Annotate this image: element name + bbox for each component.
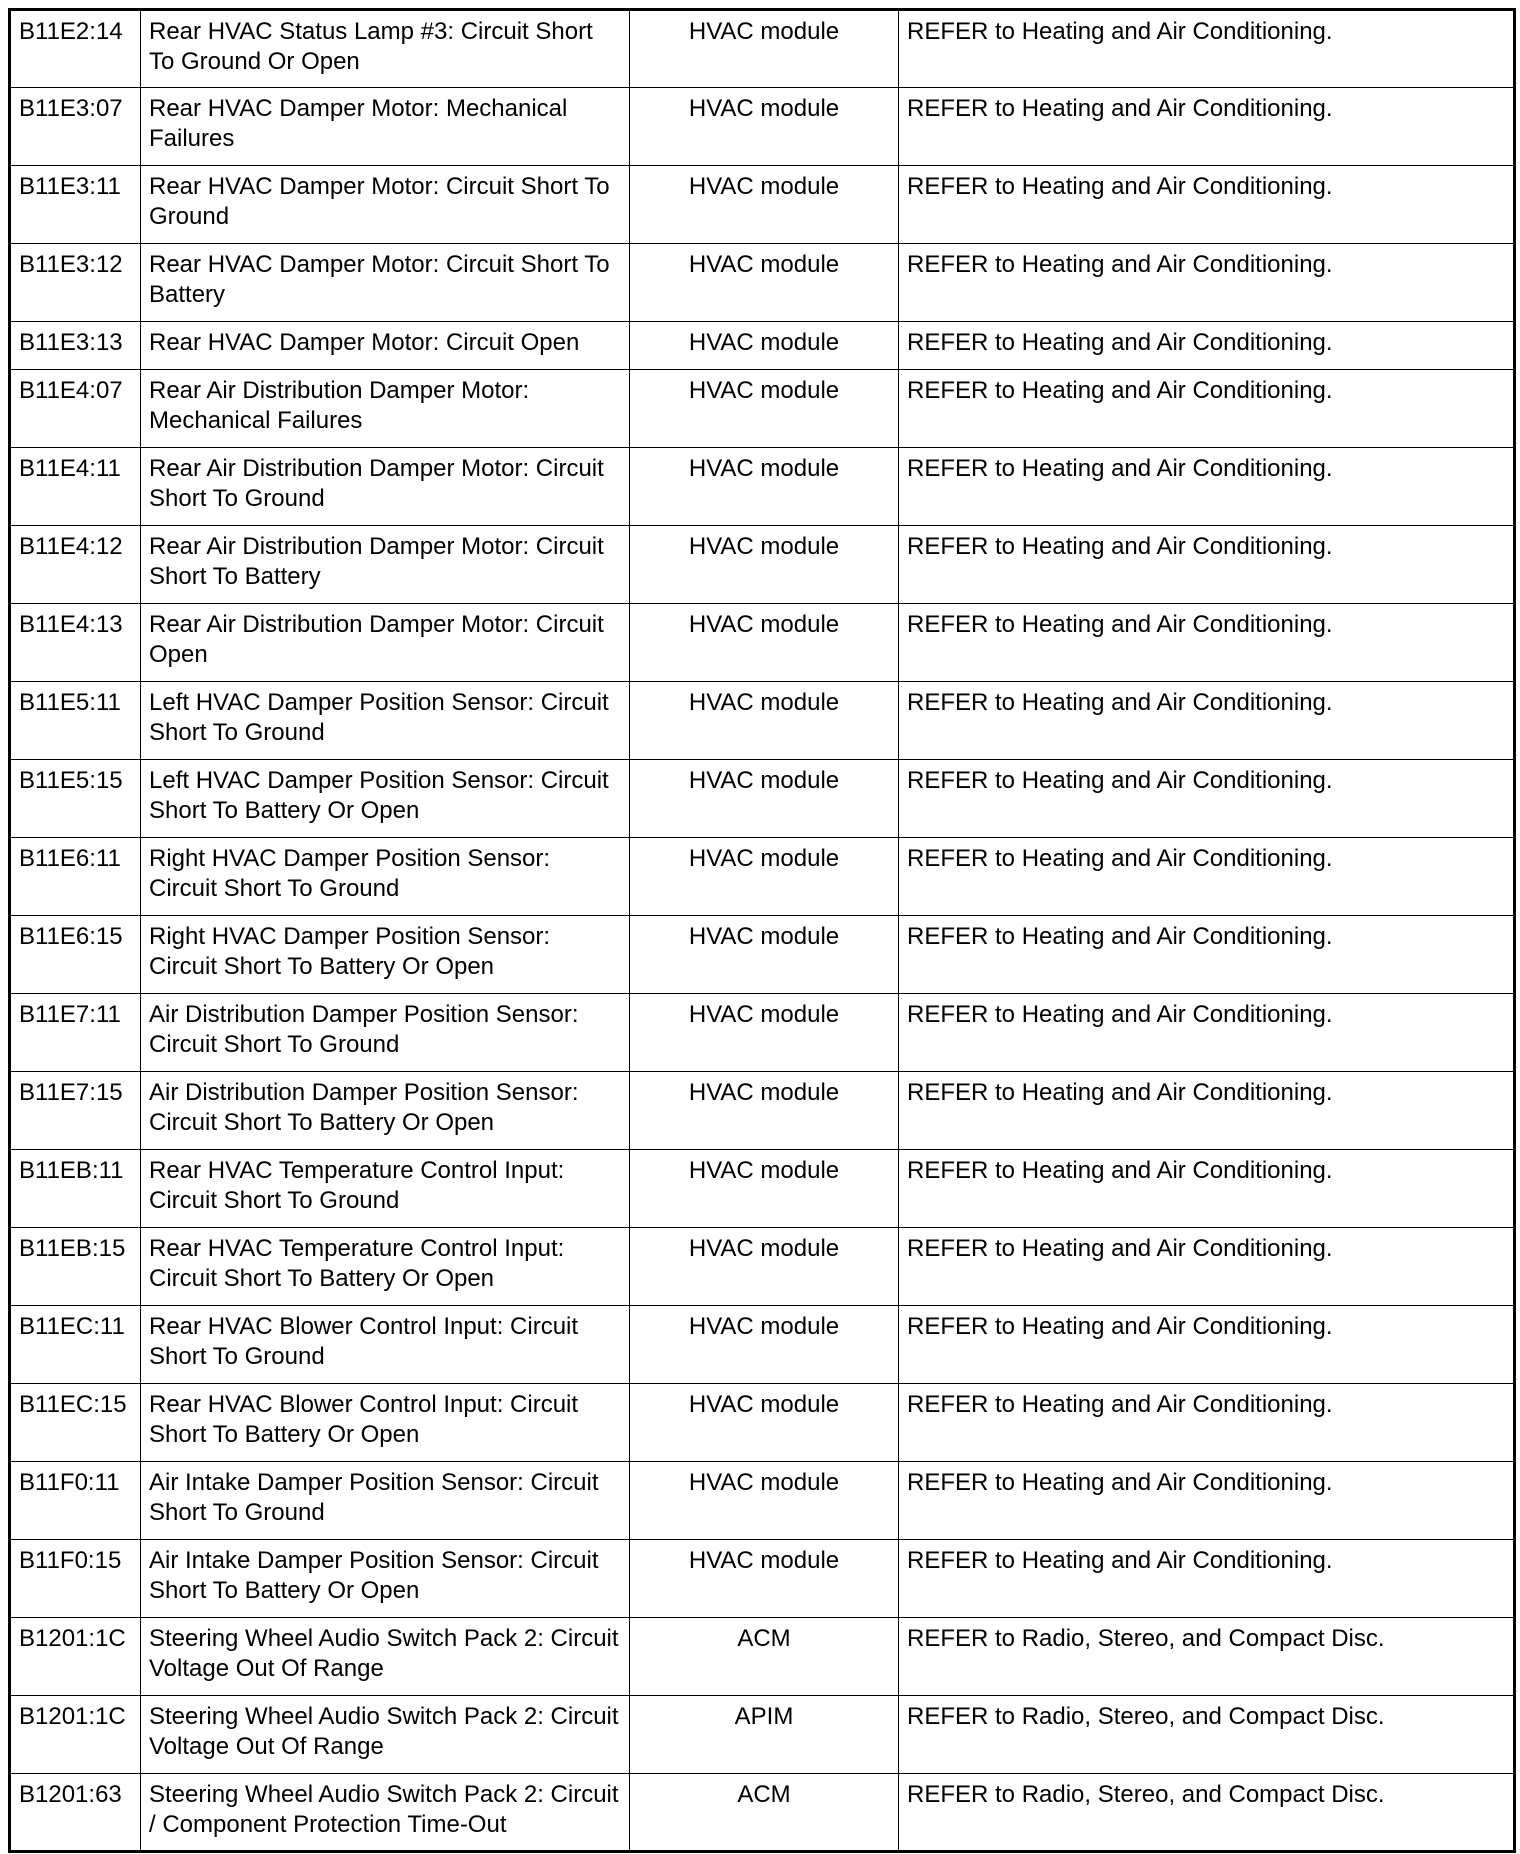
dtc-code-cell: B11E2:14 [10, 10, 141, 88]
dtc-description-cell: Rear Air Distribution Damper Motor: Circuit Short To Ground [141, 448, 630, 526]
action-cell: REFER to Heating and Air Conditioning. [899, 322, 1515, 370]
module-cell: HVAC module [630, 322, 899, 370]
dtc-code-cell: B1201:1C [10, 1618, 141, 1696]
module-cell: HVAC module [630, 604, 899, 682]
dtc-code-cell: B11F0:15 [10, 1540, 141, 1618]
action-cell: REFER to Heating and Air Conditioning. [899, 1150, 1515, 1228]
dtc-code-cell: B11E4:11 [10, 448, 141, 526]
dtc-code-cell: B1201:1C [10, 1696, 141, 1774]
table-row [10, 88, 1515, 166]
action-cell: REFER to Heating and Air Conditioning. [899, 10, 1515, 88]
action-cell: REFER to Heating and Air Conditioning. [899, 760, 1515, 838]
dtc-code-cell: B1201:63 [10, 1774, 141, 1852]
table-row [10, 682, 1515, 760]
module-cell: HVAC module [630, 370, 899, 448]
dtc-table-body [10, 10, 1515, 1852]
dtc-description-cell: Steering Wheel Audio Switch Pack 2: Circuit Voltage Out Of Range [141, 1696, 630, 1774]
action-cell: REFER to Heating and Air Conditioning. [899, 88, 1515, 166]
module-cell: HVAC module [630, 1150, 899, 1228]
dtc-description-cell: Rear HVAC Temperature Control Input: Circuit Short To Battery Or Open [141, 1228, 630, 1306]
dtc-code-cell: B11E4:13 [10, 604, 141, 682]
dtc-description-cell: Rear HVAC Damper Motor: Circuit Short To Battery [141, 244, 630, 322]
module-cell: APIM [630, 1696, 899, 1774]
dtc-description-cell: Rear Air Distribution Damper Motor: Mechanical Failures [141, 370, 630, 448]
action-cell: REFER to Heating and Air Conditioning. [899, 1540, 1515, 1618]
dtc-description-cell: Rear Air Distribution Damper Motor: Circuit Open [141, 604, 630, 682]
dtc-description-cell: Air Distribution Damper Position Sensor: Circuit Short To Battery Or Open [141, 1072, 630, 1150]
dtc-code-cell: B11EC:15 [10, 1384, 141, 1462]
table-row [10, 838, 1515, 916]
action-cell: REFER to Heating and Air Conditioning. [899, 838, 1515, 916]
dtc-code-cell: B11E5:11 [10, 682, 141, 760]
dtc-description-cell: Rear HVAC Blower Control Input: Circuit Short To Battery Or Open [141, 1384, 630, 1462]
action-cell: REFER to Heating and Air Conditioning. [899, 994, 1515, 1072]
module-cell: ACM [630, 1618, 899, 1696]
table-row [10, 1696, 1515, 1774]
dtc-description-cell: Rear Air Distribution Damper Motor: Circuit Short To Battery [141, 526, 630, 604]
table-row [10, 1072, 1515, 1150]
dtc-description-cell: Air Distribution Damper Position Sensor: Circuit Short To Ground [141, 994, 630, 1072]
dtc-code-cell: B11E3:12 [10, 244, 141, 322]
dtc-description-cell: Steering Wheel Audio Switch Pack 2: Circuit Voltage Out Of Range [141, 1618, 630, 1696]
table-row [10, 1618, 1515, 1696]
dtc-code-cell: B11E5:15 [10, 760, 141, 838]
action-cell: REFER to Heating and Air Conditioning. [899, 526, 1515, 604]
module-cell: HVAC module [630, 448, 899, 526]
table-row [10, 994, 1515, 1072]
action-cell: REFER to Radio, Stereo, and Compact Disc. [899, 1774, 1515, 1852]
dtc-code-cell: B11E4:07 [10, 370, 141, 448]
module-cell: HVAC module [630, 1462, 899, 1540]
dtc-code-cell: B11E6:15 [10, 916, 141, 994]
dtc-code-cell: B11E6:11 [10, 838, 141, 916]
module-cell: HVAC module [630, 682, 899, 760]
dtc-description-cell: Right HVAC Damper Position Sensor: Circuit Short To Ground [141, 838, 630, 916]
action-cell: REFER to Heating and Air Conditioning. [899, 1462, 1515, 1540]
table-row [10, 322, 1515, 370]
table-row [10, 526, 1515, 604]
module-cell: HVAC module [630, 1540, 899, 1618]
table-row [10, 1462, 1515, 1540]
action-cell: REFER to Heating and Air Conditioning. [899, 604, 1515, 682]
module-cell: HVAC module [630, 1072, 899, 1150]
dtc-description-cell: Rear HVAC Blower Control Input: Circuit Short To Ground [141, 1306, 630, 1384]
module-cell: HVAC module [630, 916, 899, 994]
action-cell: REFER to Radio, Stereo, and Compact Disc. [899, 1696, 1515, 1774]
dtc-code-cell: B11E4:12 [10, 526, 141, 604]
action-cell: REFER to Radio, Stereo, and Compact Disc. [899, 1618, 1515, 1696]
action-cell: REFER to Heating and Air Conditioning. [899, 370, 1515, 448]
table-row [10, 1306, 1515, 1384]
action-cell: REFER to Heating and Air Conditioning. [899, 1228, 1515, 1306]
action-cell: REFER to Heating and Air Conditioning. [899, 682, 1515, 760]
module-cell: HVAC module [630, 1306, 899, 1384]
dtc-table [8, 8, 1516, 1853]
action-cell: REFER to Heating and Air Conditioning. [899, 166, 1515, 244]
action-cell: REFER to Heating and Air Conditioning. [899, 1306, 1515, 1384]
action-cell: REFER to Heating and Air Conditioning. [899, 916, 1515, 994]
dtc-description-cell: Steering Wheel Audio Switch Pack 2: Circuit / Component Protection Time-Out [141, 1774, 630, 1852]
table-row [10, 1540, 1515, 1618]
table-row [10, 166, 1515, 244]
dtc-code-cell: B11E3:11 [10, 166, 141, 244]
dtc-code-cell: B11EB:15 [10, 1228, 141, 1306]
action-cell: REFER to Heating and Air Conditioning. [899, 1072, 1515, 1150]
action-cell: REFER to Heating and Air Conditioning. [899, 244, 1515, 322]
module-cell: HVAC module [630, 994, 899, 1072]
table-row [10, 604, 1515, 682]
dtc-code-cell: B11EC:11 [10, 1306, 141, 1384]
module-cell: HVAC module [630, 760, 899, 838]
dtc-code-cell: B11E3:13 [10, 322, 141, 370]
table-row [10, 1384, 1515, 1462]
module-cell: HVAC module [630, 166, 899, 244]
dtc-description-cell: Rear HVAC Damper Motor: Mechanical Failures [141, 88, 630, 166]
dtc-description-cell: Left HVAC Damper Position Sensor: Circuit Short To Ground [141, 682, 630, 760]
dtc-description-cell: Air Intake Damper Position Sensor: Circuit Short To Battery Or Open [141, 1540, 630, 1618]
dtc-code-cell: B11E7:15 [10, 1072, 141, 1150]
action-cell: REFER to Heating and Air Conditioning. [899, 1384, 1515, 1462]
module-cell: HVAC module [630, 244, 899, 322]
module-cell: HVAC module [630, 1384, 899, 1462]
dtc-code-cell: B11EB:11 [10, 1150, 141, 1228]
table-row [10, 760, 1515, 838]
dtc-description-cell: Rear HVAC Damper Motor: Circuit Short To Ground [141, 166, 630, 244]
table-row [10, 10, 1515, 88]
dtc-description-cell: Rear HVAC Temperature Control Input: Circuit Short To Ground [141, 1150, 630, 1228]
table-row [10, 916, 1515, 994]
dtc-description-cell: Rear HVAC Status Lamp #3: Circuit Short To Ground Or Open [141, 10, 630, 88]
table-row [10, 1150, 1515, 1228]
dtc-description-cell: Air Intake Damper Position Sensor: Circuit Short To Ground [141, 1462, 630, 1540]
module-cell: HVAC module [630, 838, 899, 916]
table-row [10, 1228, 1515, 1306]
dtc-description-cell: Rear HVAC Damper Motor: Circuit Open [141, 322, 630, 370]
module-cell: HVAC module [630, 88, 899, 166]
action-cell: REFER to Heating and Air Conditioning. [899, 448, 1515, 526]
dtc-description-cell: Left HVAC Damper Position Sensor: Circuit Short To Battery Or Open [141, 760, 630, 838]
table-row [10, 244, 1515, 322]
dtc-code-cell: B11E7:11 [10, 994, 141, 1072]
dtc-code-cell: B11E3:07 [10, 88, 141, 166]
module-cell: HVAC module [630, 1228, 899, 1306]
table-row [10, 1774, 1515, 1852]
dtc-description-cell: Right HVAC Damper Position Sensor: Circuit Short To Battery Or Open [141, 916, 630, 994]
module-cell: HVAC module [630, 526, 899, 604]
module-cell: ACM [630, 1774, 899, 1852]
table-row [10, 370, 1515, 448]
dtc-code-cell: B11F0:11 [10, 1462, 141, 1540]
module-cell: HVAC module [630, 10, 899, 88]
table-row [10, 448, 1515, 526]
